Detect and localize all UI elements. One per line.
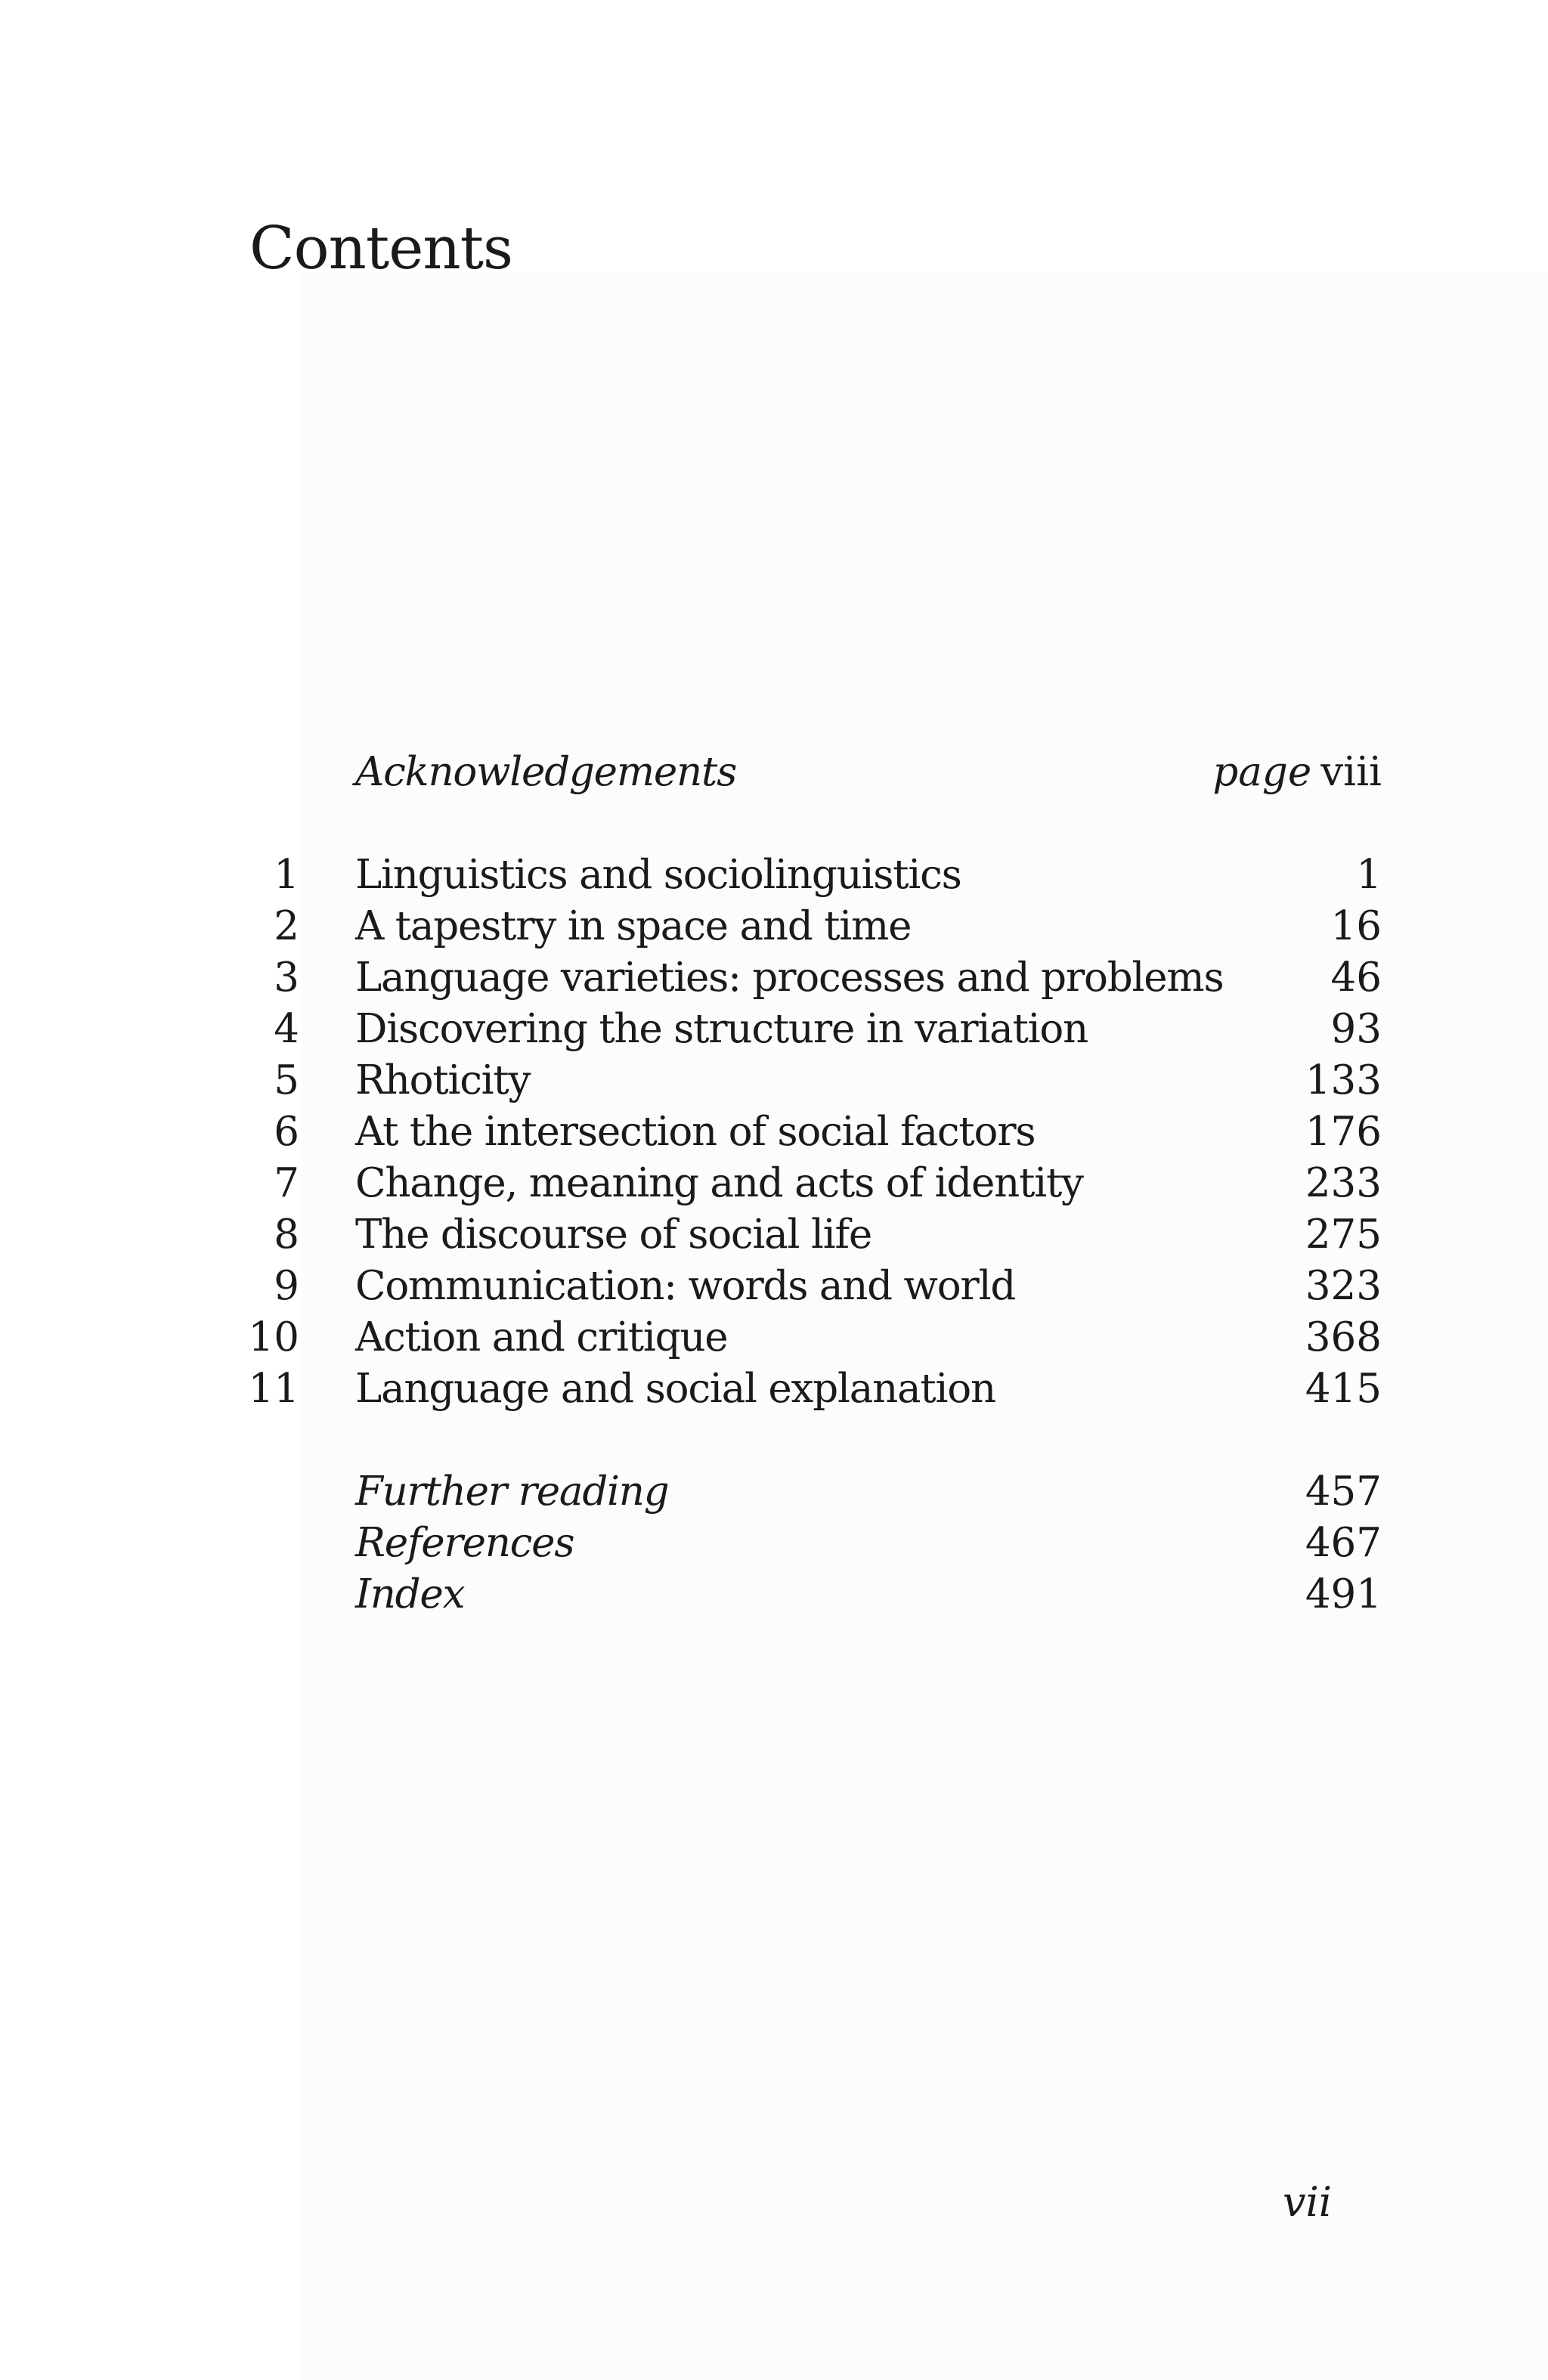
chapter-title: A tapestry in space and time <box>355 903 912 949</box>
toc-entry-references[interactable] <box>0 1518 1548 1569</box>
toc-chapter-row[interactable] <box>0 1106 1548 1158</box>
chapter-title: Language and social explanation <box>355 1366 995 1412</box>
toc-chapter-row[interactable] <box>0 850 1548 901</box>
chapter-number: 5 <box>274 1057 299 1103</box>
chapter-page: 46 <box>1330 955 1382 1001</box>
chapter-title: At the intersection of social factors <box>355 1109 1036 1155</box>
back-matter-title: Index <box>355 1571 465 1617</box>
chapter-number: 3 <box>274 955 299 1001</box>
toc-chapter-row[interactable] <box>0 1363 1548 1415</box>
toc-chapter-row[interactable] <box>0 1209 1548 1261</box>
toc-entry-index[interactable] <box>0 1569 1548 1620</box>
chapter-title: Language varieties: processes and problems <box>355 955 1224 1001</box>
toc-entry-further-reading[interactable] <box>0 1466 1548 1518</box>
chapter-page: 368 <box>1305 1314 1382 1360</box>
chapter-page: 133 <box>1305 1057 1382 1103</box>
chapter-title: Discovering the structure in variation <box>355 1006 1088 1052</box>
chapter-number: 2 <box>274 903 299 949</box>
toc-entry-title: Acknowledgements <box>355 749 737 795</box>
chapter-page: 323 <box>1305 1263 1382 1309</box>
toc-chapter-row[interactable] <box>0 1004 1548 1055</box>
page-folio: vii <box>1282 2178 1332 2226</box>
toc-entry-acknowledgements[interactable] <box>0 747 1548 798</box>
toc-entry-page <box>1212 747 1382 798</box>
chapter-page: 176 <box>1305 1109 1382 1155</box>
chapter-title: Linguistics and sociolinguistics <box>355 852 961 898</box>
chapter-number: 6 <box>274 1109 299 1155</box>
toc-chapter-row[interactable] <box>0 952 1548 1004</box>
chapter-page: 1 <box>1356 852 1382 898</box>
back-matter-page: 491 <box>1305 1571 1382 1617</box>
page-title: Contents <box>249 215 512 283</box>
chapter-title: The discourse of social life <box>355 1212 872 1258</box>
chapter-page: 93 <box>1330 1006 1382 1052</box>
page-prefix: page <box>1212 749 1312 795</box>
chapter-number: 11 <box>248 1366 299 1412</box>
page-number: viii <box>1320 749 1382 795</box>
chapter-number: 9 <box>274 1263 299 1309</box>
chapter-title: Communication: words and world <box>355 1263 1016 1309</box>
toc-chapter-row[interactable] <box>0 1055 1548 1106</box>
toc-chapter-row[interactable] <box>0 901 1548 952</box>
chapter-number: 10 <box>248 1314 299 1360</box>
chapter-page: 415 <box>1305 1366 1382 1412</box>
chapter-number: 8 <box>274 1212 299 1258</box>
chapter-number: 1 <box>274 852 299 898</box>
back-matter-title: References <box>355 1520 574 1566</box>
toc-chapter-row[interactable] <box>0 1312 1548 1363</box>
chapter-page: 275 <box>1305 1212 1382 1258</box>
chapter-title: Rhoticity <box>355 1057 531 1103</box>
chapter-page: 233 <box>1305 1160 1382 1206</box>
chapter-number: 7 <box>274 1160 299 1206</box>
chapter-number: 4 <box>274 1006 299 1052</box>
chapter-page: 16 <box>1330 903 1382 949</box>
back-matter-page: 457 <box>1305 1469 1382 1515</box>
back-matter-title: Further reading <box>355 1469 669 1515</box>
toc-chapter-row[interactable] <box>0 1261 1548 1312</box>
back-matter-page: 467 <box>1305 1520 1382 1566</box>
chapter-title: Action and critique <box>355 1314 728 1360</box>
chapter-title: Change, meaning and acts of identity <box>355 1160 1083 1206</box>
toc-chapter-row[interactable] <box>0 1158 1548 1209</box>
